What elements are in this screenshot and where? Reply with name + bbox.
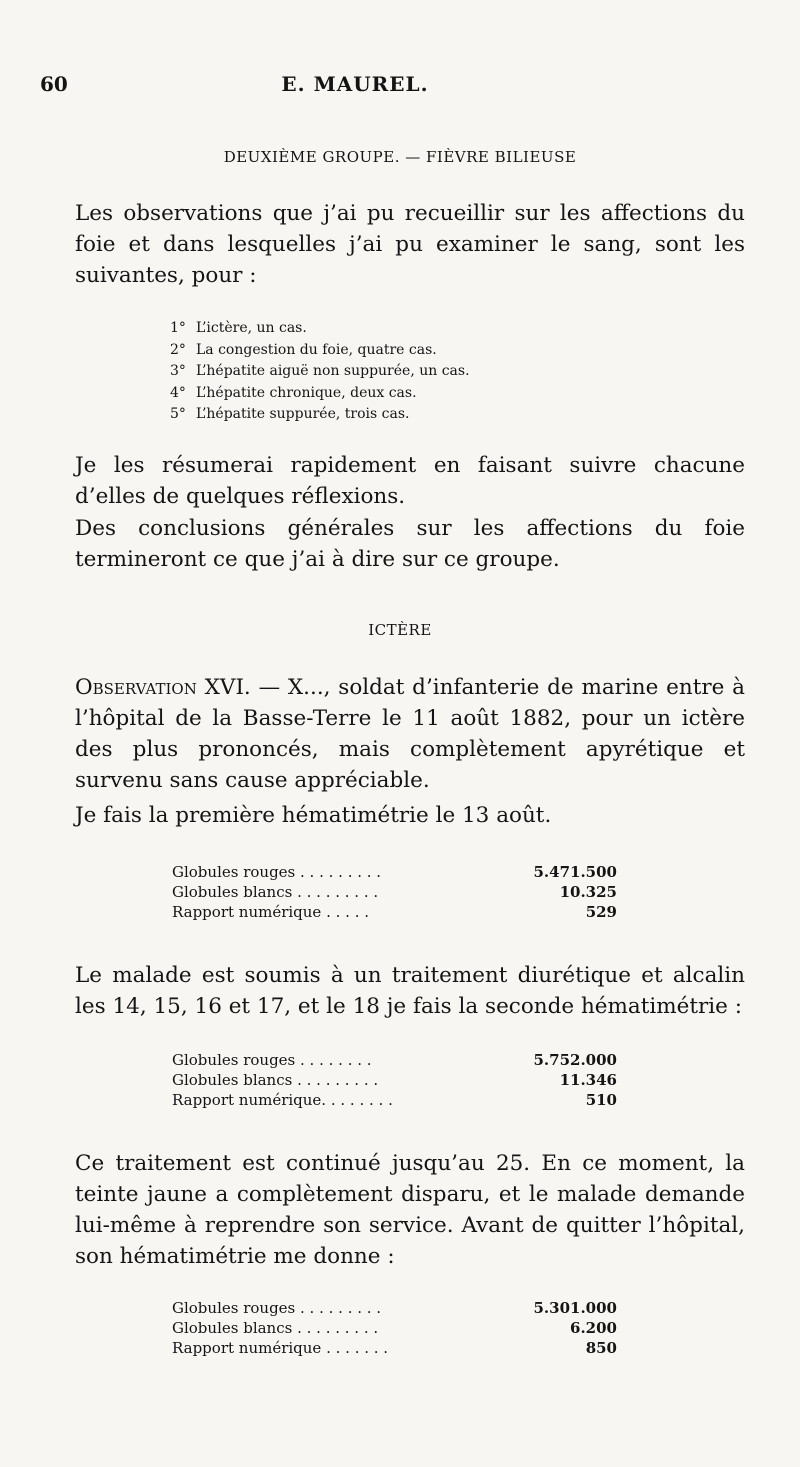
resume-paragraph: Je les résumerai rapidement en faisant suivre chacune d’elles de quelques réflexions. bbox=[75, 453, 745, 509]
hematimetry-table-2 bbox=[172, 1050, 617, 1110]
table-row: Rapport numérique . . . . . . . 850 bbox=[172, 1339, 617, 1357]
subsection-title: ICTÈRE bbox=[368, 621, 432, 639]
list-item: 3° L’hépatite aiguë non suppurée, un cas. bbox=[170, 363, 470, 379]
observation-text: — X..., soldat d’infanterie de marine entre à l’hôpital de la Basse-Terre le 11 août 1882, pour un ictère des plus prononcés, mais complètement apyrétique et survenu sans cause appréciable. bbox=[75, 675, 745, 793]
table-row: Globules blancs . . . . . . . . . 11.346 bbox=[172, 1071, 617, 1089]
table-row: Rapport numérique. . . . . . . . 510 bbox=[172, 1091, 617, 1109]
treatment-paragraph: Le malade est soumis à un traitement diurétique et alcalin les 14, 15, 16 et 17, et le 18 je fais la seconde hématimétrie : bbox=[75, 963, 745, 1019]
continued-paragraph: Ce traitement est continué jusqu’au 25. En ce moment, la teinte jaune a complètement disparu, et le malade demande lui-même à reprendre son service. Avant de quitter l’hôpital, son hématimétrie me donne : bbox=[75, 1151, 745, 1269]
table-row: Globules rouges . . . . . . . . 5.752.000 bbox=[172, 1051, 617, 1069]
list-item: 2° La congestion du foie, quatre cas. bbox=[170, 341, 437, 358]
page-number: 60 bbox=[40, 72, 68, 96]
affections-list bbox=[170, 318, 670, 426]
table-row: Globules blancs . . . . . . . . . 10.325 bbox=[172, 883, 617, 901]
table-row: Globules rouges . . . . . . . . . 5.301.000 bbox=[172, 1299, 617, 1317]
hematimetry-table-1 bbox=[172, 862, 617, 922]
table-row: Globules rouges . . . . . . . . . 5.471.500 bbox=[172, 863, 617, 881]
running-header bbox=[40, 72, 760, 102]
observation-paragraph bbox=[75, 672, 745, 796]
section-title: DEUXIÈME GROUPE. — FIÈVRE BILIEUSE bbox=[223, 148, 577, 166]
intro-paragraph: Les observations que j’ai pu recueillir sur les affections du foie et dans lesquelles j’ai pu examiner le sang, sont les suivantes, pour : bbox=[75, 201, 745, 288]
hematimetry-table-3 bbox=[172, 1298, 617, 1358]
list-item: 4° L’hépatite chronique, deux cas. bbox=[170, 384, 417, 401]
running-author: E. MAUREL. bbox=[281, 72, 429, 96]
list-item: 1° L’ictère, un cas. bbox=[170, 320, 307, 336]
list-item: 5° L’hépatite suppurée, trois cas. bbox=[170, 406, 410, 422]
conclusions-paragraph: Des conclusions générales sur les affections du foie termineront ce que j’ai à dire sur ce groupe. bbox=[75, 516, 745, 572]
first-hematimetry-paragraph: Je fais la première hématimétrie le 13 août. bbox=[75, 803, 552, 828]
table-row: Globules blancs . . . . . . . . . 6.200 bbox=[172, 1319, 617, 1337]
table-row: Rapport numérique . . . . . 529 bbox=[172, 903, 617, 921]
observation-label: Observation XVI. bbox=[75, 675, 251, 700]
